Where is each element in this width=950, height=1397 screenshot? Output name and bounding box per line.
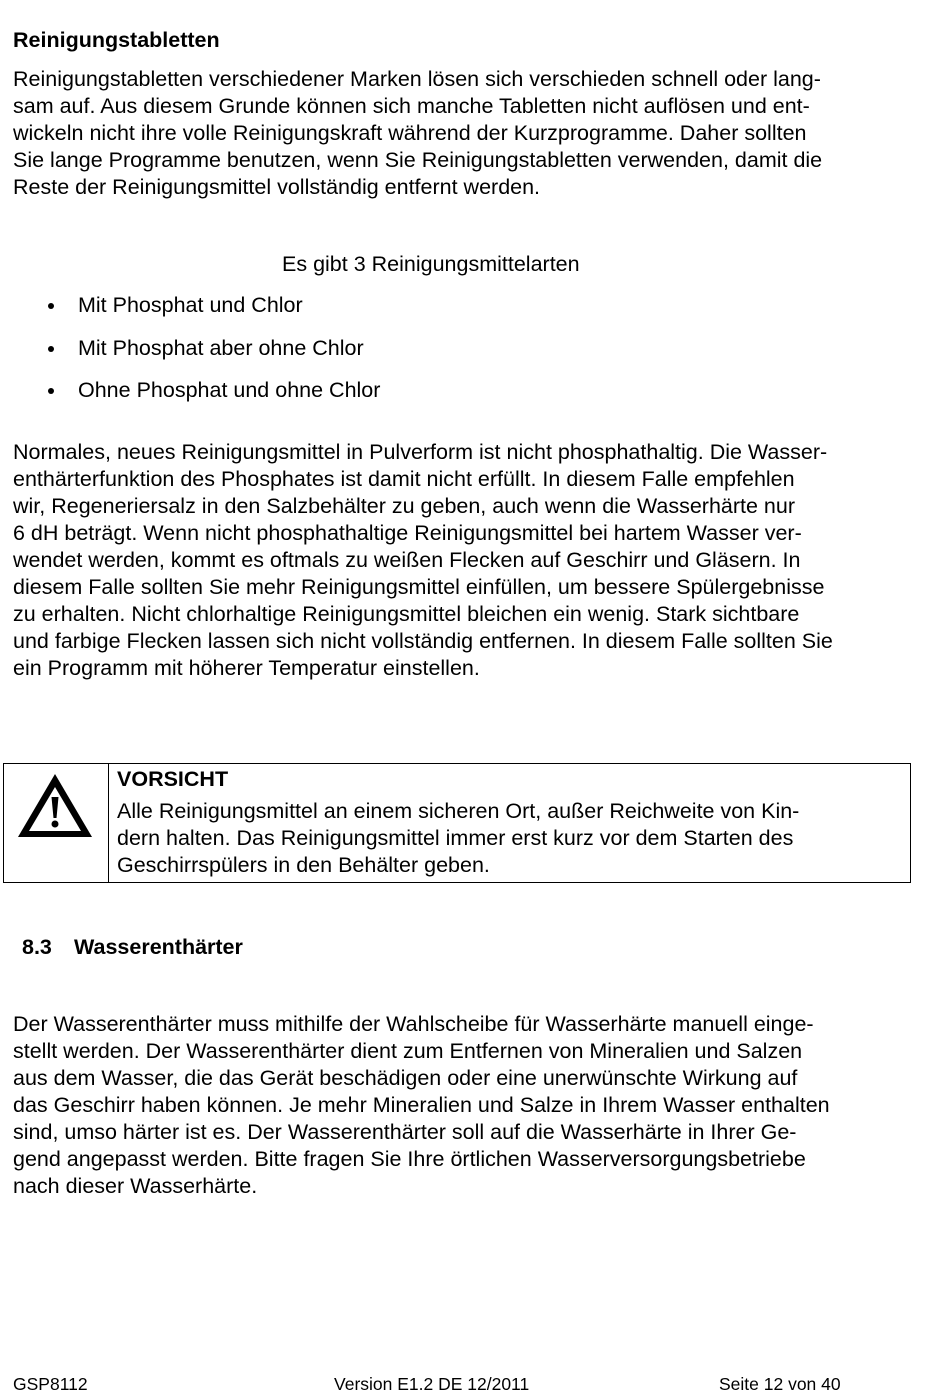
paragraph-line: stellt werden. Der Wasserenthärter dient zum Entfernen von Mineralien und Salzen bbox=[13, 1039, 803, 1063]
paragraph-line: ein Programm mit höherer Temperatur einstellen. bbox=[13, 656, 480, 680]
list-item-text: Ohne Phosphat und ohne Chlor bbox=[78, 378, 381, 402]
paragraph-line: diesem Falle sollten Sie mehr Reinigungsmittel einfüllen, um bessere Spülergebnisse bbox=[13, 575, 825, 599]
paragraph-line: wendet werden, kommt es oftmals zu weißen Flecken auf Geschirr und Gläsern. In bbox=[13, 548, 801, 572]
footer-page-number: Seite 12 von 40 bbox=[719, 1374, 841, 1394]
heading-reinigungstabletten: Reinigungstabletten bbox=[13, 28, 220, 52]
warning-line: Geschirrspülers in den Behälter geben. bbox=[117, 853, 490, 877]
paragraph-line: Sie lange Programme benutzen, wenn Sie Reinigungstabletten verwenden, damit die bbox=[13, 148, 823, 172]
warning-line: dern halten. Das Reinigungsmittel immer erst kurz vor dem Starten des bbox=[117, 826, 794, 850]
paragraph-line: sam auf. Aus diesem Grunde können sich manche Tabletten nicht auflösen und ent- bbox=[13, 94, 810, 118]
footer-version: Version E1.2 DE 12/2011 bbox=[334, 1374, 530, 1394]
paragraph-water-softener bbox=[13, 1011, 830, 1200]
paragraph-line: aus dem Wasser, die das Gerät beschädigen oder eine unerwünschte Wirkung auf bbox=[13, 1066, 798, 1090]
paragraph-line: das Geschirr haben können. Je mehr Mineralien und Salze in Ihrem Wasser enthalten bbox=[13, 1093, 830, 1117]
bullet-icon bbox=[48, 388, 54, 394]
paragraph-line: Reinigungstabletten verschiedener Marken lösen sich verschieden schnell oder lang- bbox=[13, 67, 821, 91]
paragraph-line: wickeln nicht ihre volle Reinigungskraft während der Kurzprogramme. Daher sollten bbox=[13, 121, 807, 145]
paragraph-tablets bbox=[13, 66, 822, 201]
section-title: Wasserenthärter bbox=[74, 935, 243, 959]
warning-icon-cell bbox=[4, 764, 109, 882]
list-item-text: Mit Phosphat und Chlor bbox=[78, 293, 303, 317]
paragraph-line: gend angepasst werden. Bitte fragen Sie Ihre örtlichen Wasserversorgungsbetriebe bbox=[13, 1147, 806, 1171]
paragraph-line: Normales, neues Reinigungsmittel in Pulverform ist nicht phosphathaltig. Die Wasser- bbox=[13, 440, 828, 464]
warning-box bbox=[3, 763, 911, 883]
detergent-types-intro: Es gibt 3 Reinigungsmittelarten bbox=[282, 252, 580, 276]
warning-title: VORSICHT bbox=[117, 767, 229, 791]
section-number: 8.3 bbox=[22, 935, 52, 959]
warning-line: Alle Reinigungsmittel an einem sicheren Ort, außer Reichweite von Kin- bbox=[117, 799, 800, 823]
warning-triangle-icon bbox=[15, 770, 95, 840]
paragraph-line: nach dieser Wasserhärte. bbox=[13, 1174, 258, 1198]
warning-content bbox=[117, 766, 799, 879]
paragraph-line: 6 dH beträgt. Wenn nicht phosphathaltige Reinigungsmittel bei hartem Wasser ver- bbox=[13, 521, 802, 545]
paragraph-line: sind, umso härter ist es. Der Wasserenthärter soll auf die Wasserhärte in Ihrer Ge- bbox=[13, 1120, 797, 1144]
paragraph-line: enthärterfunktion des Phosphates ist damit nicht erfüllt. In diesem Falle empfehlen bbox=[13, 467, 795, 491]
bullet-icon bbox=[48, 346, 54, 352]
section-heading-wasserenthaerter bbox=[22, 934, 243, 961]
paragraph-line: Reste der Reinigungsmittel vollständig entfernt werden. bbox=[13, 175, 541, 199]
footer-model: GSP8112 bbox=[13, 1374, 88, 1394]
paragraph-line: wir, Regeneriersalz in den Salzbehälter zu geben, auch wenn die Wasserhärte nur bbox=[13, 494, 796, 518]
list-item-text: Mit Phosphat aber ohne Chlor bbox=[78, 335, 364, 360]
paragraph-line: und farbige Flecken lassen sich nicht vollständig entfernen. In diesem Falle sollten Sie bbox=[13, 629, 833, 653]
paragraph-line: zu erhalten. Nicht chlorhaltige Reinigungsmittel bleichen ein wenig. Stark sichtbare bbox=[13, 602, 800, 626]
paragraph-powder-detergent bbox=[13, 439, 833, 682]
bullet-icon bbox=[48, 303, 54, 309]
paragraph-line: Der Wasserenthärter muss mithilfe der Wahlscheibe für Wasserhärte manuell einge- bbox=[13, 1012, 814, 1036]
